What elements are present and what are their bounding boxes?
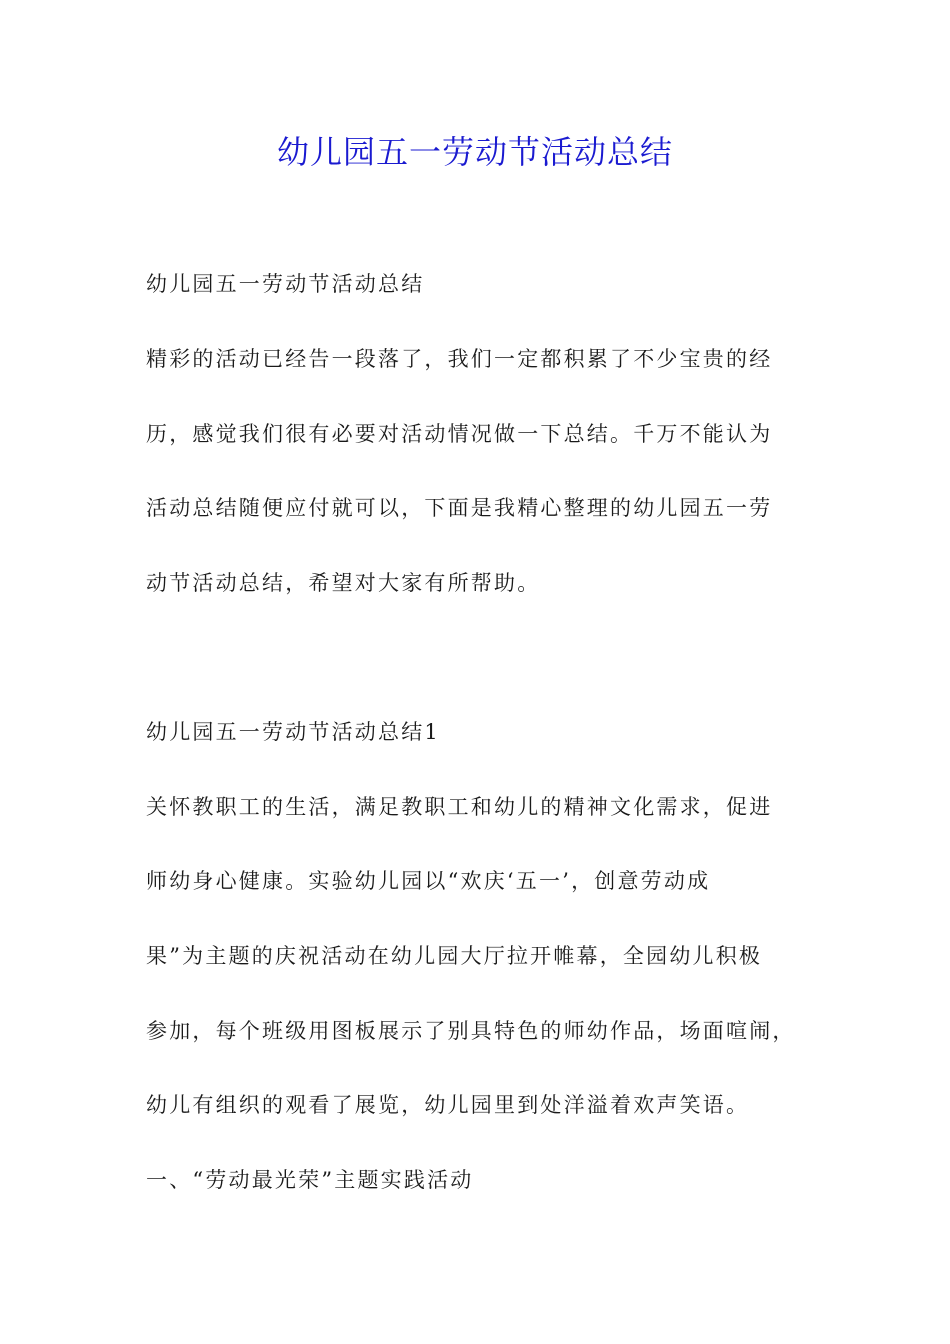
body-line: 活动总结随便应付就可以，下面是我精心整理的幼儿园五一劳	[146, 496, 773, 520]
body-line: 历，感觉我们很有必要对活动情况做一下总结。千万不能认为	[146, 422, 773, 446]
subtitle-line: 幼儿园五一劳动节活动总结	[146, 272, 425, 296]
section-heading: 幼儿园五一劳动节活动总结1	[146, 720, 440, 744]
document-title: 幼儿园五一劳动节活动总结	[276, 133, 673, 171]
body-line: 幼儿有组织的观看了展览，幼儿园里到处洋溢着欢声笑语。	[146, 1093, 750, 1117]
body-line: 动节活动总结，希望对大家有所帮助。	[146, 571, 541, 595]
section-heading: 一、“劳动最光荣”主题实践活动	[146, 1168, 474, 1192]
body-line: 关怀教职工的生活，满足教职工和幼儿的精神文化需求，促进	[146, 795, 773, 819]
body-line: 果”为主题的庆祝活动在幼儿园大厅拉开帷幕，全园幼儿积极	[146, 944, 763, 968]
body-line: 参加，每个班级用图板展示了别具特色的师幼作品，场面喧闹，	[146, 1019, 796, 1043]
body-line: 精彩的活动已经告一段落了，我们一定都积累了不少宝贵的经	[146, 347, 773, 371]
body-line: 师幼身心健康。实验幼儿园以“欢庆‘五一’，创意劳动成	[146, 869, 711, 893]
